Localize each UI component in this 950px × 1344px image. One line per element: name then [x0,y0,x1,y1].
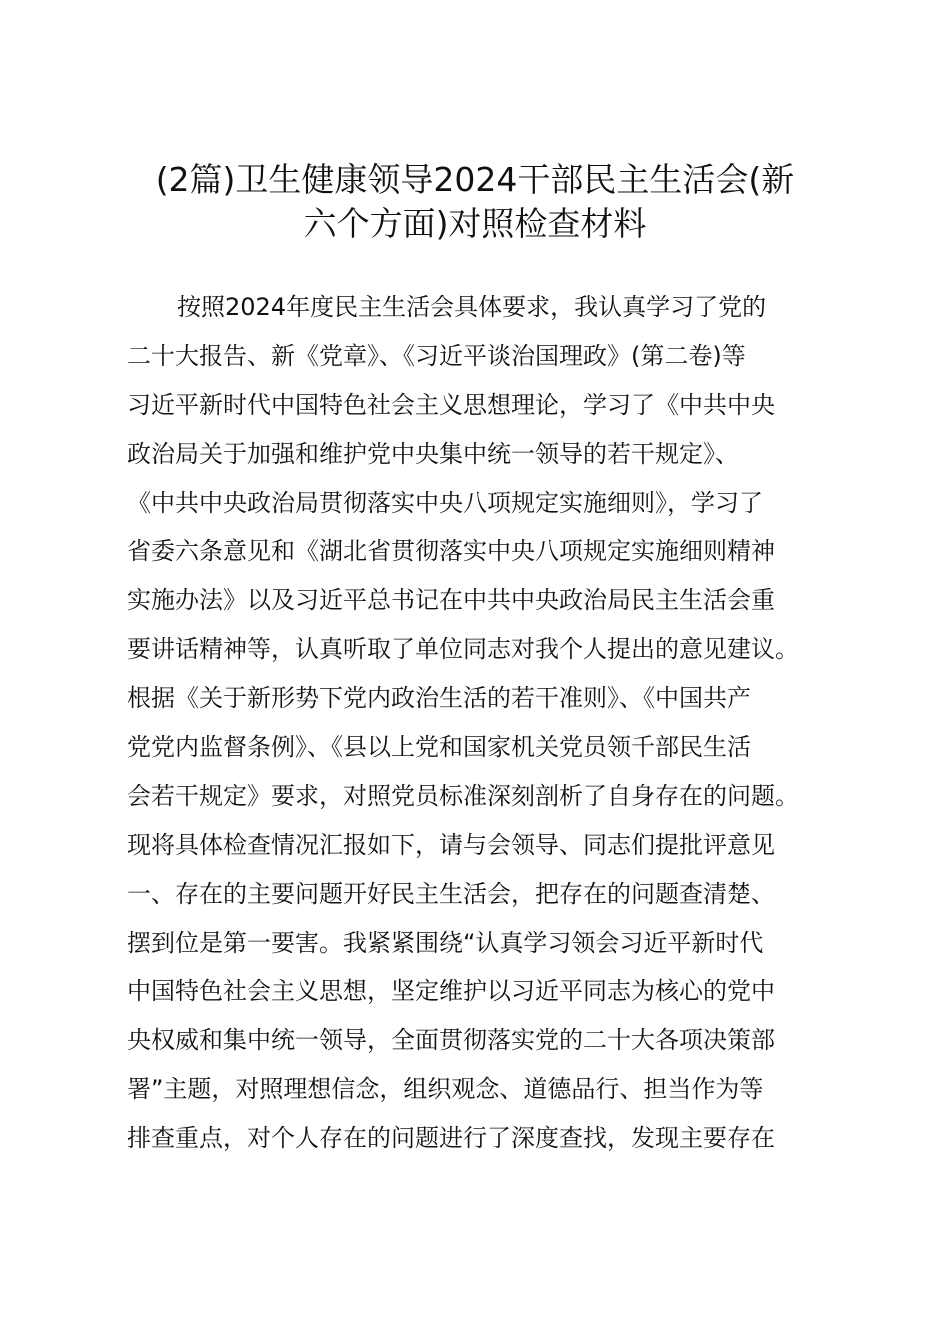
body-line: 要讲话精神等，认真听取了单位同志对我个人提出的意见建议。 [127,635,799,664]
title-line-1: (2篇)卫生健康领导2024干部民主生活会(新 [155,160,795,199]
body-line: 署”主题，对照理想信念，组织观念、道德品行、担当作为等 [127,1075,764,1104]
body-line: 根据《关于新形势下党内政治生活的若干准则》、《中国共产 [127,684,751,713]
body-line: 实施办法》以及习近平总书记在中共中央政治局民主生活会重 [127,586,775,615]
body-line: 摆到位是第一要害。我紧紧围绕“认真学习领会习近平新时代 [127,928,764,957]
document-body [127,283,837,1163]
body-line: 现将具体检查情况汇报如下，请与会领导、同志们提批评意见 [127,830,775,859]
body-line: 习近平新时代中国特色社会主义思想理论，学习了《中共中央 [127,390,775,419]
body-line: 政治局关于加强和维护党中央集中统一领导的若干规定》、 [127,439,739,468]
document-title [120,158,830,246]
body-line: 按照2024年度民主生活会具体要求，我认真学习了党的 [177,293,767,321]
title-line-2: 六个方面)对照检查材料 [303,204,647,243]
body-line: 省委六条意见和《湖北省贯彻落实中央八项规定实施细则精神 [127,537,775,566]
body-line: 中国特色社会主义思想，坚定维护以习近平同志为核心的党中 [127,977,775,1006]
body-line: 央权威和集中统一领导，全面贯彻落实党的二十大各项决策部 [127,1026,775,1055]
body-line: 会若干规定》要求，对照党员标准深刻剖析了自身存在的问题。 [127,781,799,810]
body-line: 党党内监督条例》、《县以上党和国家机关党员领千部民生活 [127,733,751,762]
body-line: 二十大报告、新《党章》、《习近平谈治国理政》(第二卷)等 [127,341,746,370]
body-line: 《中共中央政治局贯彻落实中央八项规定实施细则》，学习了 [127,488,763,517]
body-line: 一、存在的主要问题开好民主生活会，把存在的问题查清楚、 [127,879,775,908]
body-line: 排查重点，对个人存在的问题进行了深度查找，发现主要存在 [127,1124,775,1153]
